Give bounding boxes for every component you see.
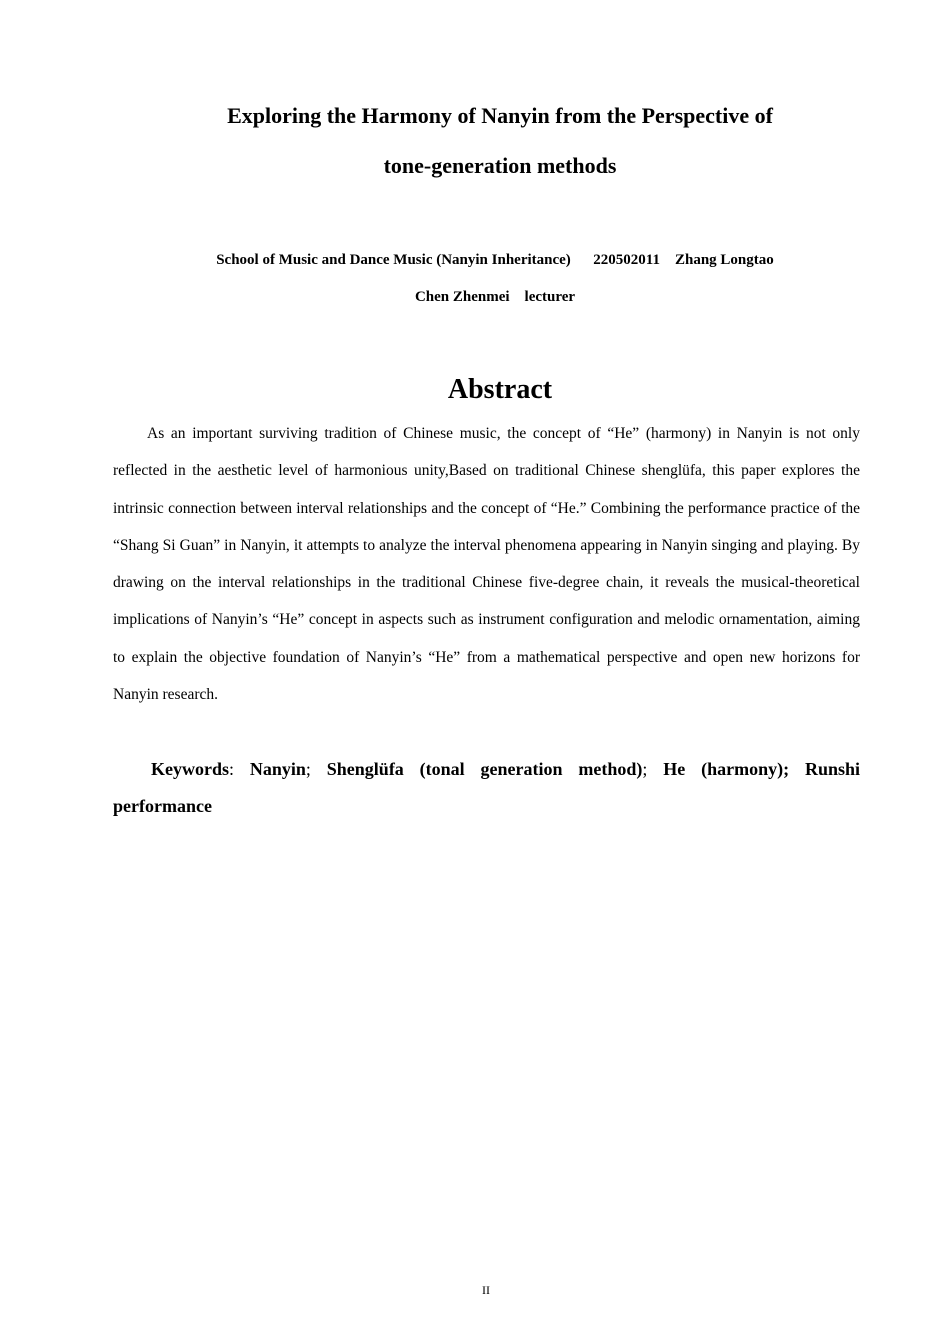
keyword-separator: ;	[642, 759, 664, 779]
keyword-item: Nanyin	[249, 759, 306, 779]
paper-title-line-2: tone-generation methods	[383, 153, 617, 178]
page-number: II	[482, 1283, 490, 1297]
keyword-item: He (harmony); Runshi performance	[113, 759, 860, 816]
keywords-label-separator: :	[229, 759, 250, 779]
advisor-line: Chen Zhenmei lecturer	[414, 289, 576, 305]
keywords-label: Keywords	[151, 759, 229, 779]
paper-title-line-1: Exploring the Harmony of Nanyin from the Perspective of	[227, 103, 773, 128]
keywords-paragraph	[113, 751, 860, 825]
keyword-separator: ;	[305, 759, 327, 779]
abstract-heading: Abstract	[447, 374, 553, 405]
author-affiliation-line: School of Music and Dance Music (Nanyin Inheritance) 220502011 Zhang Longtao	[216, 252, 774, 268]
keyword-item: Shenglüfa (tonal generation method)	[326, 759, 643, 779]
abstract-body: As an important surviving tradition of Chinese music, the concept of “He” (harmony) in Nanyin is not only reflected in the aesthetic level of harmonious unity,Based on traditional Chinese shenglüfa, this paper explores the intrinsic connection between interval relationships and the concept of “He.” Combining the performance practice of the “Shang Si Guan” in Nanyin, it attempts to analyze the interval phenomena appearing in Nanyin singing and playing. By drawing on the interval relationships in the traditional Chinese five-degree chain, it reveals the musical-theoretical implications of Nanyin’s “He” concept in aspects such as instrument configuration and melodic ornamentation, aiming to explain the objective foundation of Nanyin’s “He” from a mathematical perspective and open new horizons for Nanyin research.	[113, 425, 860, 704]
